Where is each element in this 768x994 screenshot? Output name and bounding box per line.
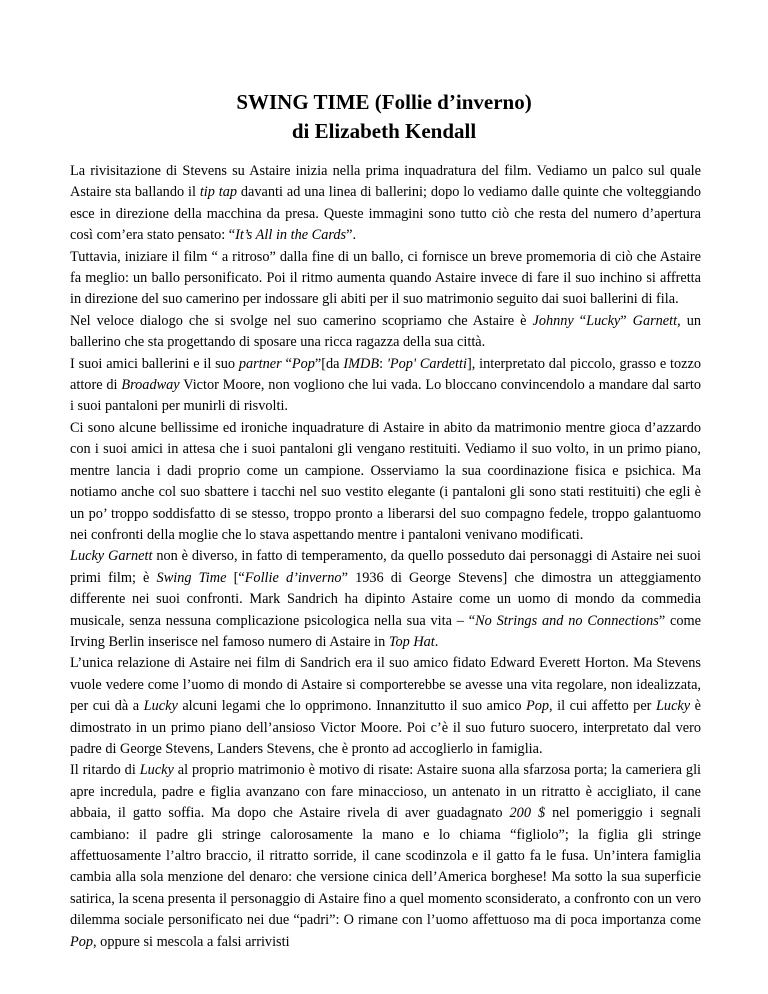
text-run: nel pomeriggio i segnali cambiano: il padre gli stringe calorosamente la mano e lo chiama “figliolo”; la figlia gli stringe affettuosamente l’altro braccio, il ritratto sorride, il cane scodinzola e il gatto fa le fusa. Un’intera famiglia cambia alla sola menzione del denaro: che versione cinica dell’America borghese! Ma sotto la sua superficie satirica, la scena presenta il personaggio di Astaire fino a quel momento sconsiderato, a confronto con un vero dilemma sociale personificato nei due “padri”: O rimane con l’uomo affettuoso ma di poca importanza come bbox=[70, 805, 701, 929]
text-run: ], interpretato dal piccolo, grasso e tozzo attore di bbox=[70, 355, 701, 394]
text-run: Nel veloce dialogo che si svolge nel suo camerino scopriamo che Astaire è bbox=[70, 312, 533, 329]
text-run: . bbox=[434, 633, 439, 650]
paragraph bbox=[70, 354, 701, 418]
italic-text-run: Broadway bbox=[121, 377, 180, 394]
paragraph bbox=[70, 546, 701, 653]
text-run: L’unica relazione di Astaire nei film di Sandrich era il suo amico fidato Edward Everett Horton. Ma Stevens vuole vedere come l’uomo di mondo di Astaire si comporterebbe se avesse una vita regolare, non idealizzata, per cui dà a bbox=[70, 655, 701, 715]
paragraph bbox=[70, 311, 701, 354]
text-run: , il cui affetto per bbox=[549, 698, 656, 715]
italic-text-run: It’s All in the Cards bbox=[235, 227, 347, 244]
italic-text-run: IMDB bbox=[343, 355, 380, 372]
italic-text-run: Lucky bbox=[143, 698, 178, 715]
text-run: Ci sono alcune bellissime ed ironiche inquadrature di Astaire in abito da matrimonio mentre gioca d’azzardo con i suoi amici in attesa che i suoi pantaloni gli vengano restituiti. Vediamo il suo volto, in un primo piano, mentre lancia i dadi proprio come un campione. Osserviamo la sua coordinazione fisica e psichica. Ma notiamo anche col suo sbattere i tacchi nel suo vestito elegante (i pantaloni gli sono stati restituiti) che egli è un po’ troppo soddisfatto di se stesso, troppo pronto a liberarsi del suo compagno fedele, troppo galantuomo nei confronti della moglie che lo stava aspettando mentre i pantaloni venivano modificati. bbox=[70, 419, 701, 543]
italic-text-run: 'Pop' Cardetti bbox=[386, 355, 467, 372]
text-run: [“ bbox=[226, 569, 245, 586]
italic-text-run: Top Hat bbox=[388, 633, 435, 650]
text-run: Victor Moore, non vogliono che lui vada. Lo bloccano convincendolo a mandare dal sarto i suoi pantaloni per munirli di risvolti. bbox=[70, 377, 701, 415]
text-run: alcuni legami che lo opprimono. Innanzitutto il suo amico bbox=[177, 698, 527, 715]
italic-text-run: Lucky bbox=[655, 698, 691, 715]
text-run: Il ritardo di bbox=[70, 762, 140, 779]
text-run: Tuttavia, iniziare il film “ a ritroso” dalla fine di un ballo, ci fornisce un breve promemoria di ciò che Astaire fa meglio: un ballo personificato. Poi il ritmo aumenta quando Astaire invece di fare il suo inchino si affretta in direzione del suo camerino per indossare gli abiti per il suo matrimonio seguito dai suoi ballerini di fila. bbox=[70, 248, 701, 308]
italic-text-run: Johnny bbox=[532, 312, 574, 329]
italic-text-run: 200 $ bbox=[509, 805, 546, 822]
document-title bbox=[0, 88, 768, 146]
text-run: , un ballerino che sta progettando di sposare una ricca ragazza della sua città. bbox=[70, 312, 701, 351]
paragraph bbox=[70, 760, 701, 953]
paragraph bbox=[70, 247, 701, 311]
text-run: è dimostrato in un primo piano dell’ansioso Victor Moore. Poi c’è il suo futuro suocero, interpretato dal vero padre di George Stevens, Landers Stevens, che è pronto ad accoglierlo in famiglia. bbox=[70, 698, 701, 757]
text-run: , oppure si mescola a falsi arrivisti bbox=[93, 933, 290, 950]
italic-text-run: Pop bbox=[526, 698, 550, 715]
text-run: “ bbox=[573, 312, 587, 329]
italic-text-run: Lucky bbox=[139, 762, 174, 779]
article-body bbox=[70, 161, 701, 953]
paragraph bbox=[70, 418, 701, 546]
italic-text-run: No Strings and no Connections bbox=[475, 612, 659, 629]
text-run: ” bbox=[620, 312, 633, 329]
italic-text-run: partner bbox=[238, 355, 282, 372]
text-run: La rivisitazione di Stevens su Astaire inizia nella prima inquadratura del film. Vediamo un palco sul quale Astaire sta ballando il bbox=[70, 163, 701, 201]
italic-text-run: Pop bbox=[291, 355, 315, 372]
text-run: ”[da bbox=[314, 355, 344, 372]
title-line-1: SWING TIME (Follie d’inverno) bbox=[236, 90, 532, 114]
italic-text-run: Follie d’inverno bbox=[244, 569, 342, 586]
text-run: I suoi amici ballerini e il suo bbox=[70, 355, 239, 372]
text-run: ” come Irving Berlin inserisce nel famoso numero di Astaire in bbox=[70, 612, 701, 650]
italic-text-run: Pop bbox=[70, 933, 94, 950]
italic-text-run: tip tap bbox=[199, 184, 238, 201]
text-run: “ bbox=[281, 355, 292, 372]
paragraph bbox=[70, 161, 701, 247]
italic-text-run: Swing Time bbox=[156, 569, 227, 586]
text-run: davanti ad una linea di ballerini; dopo lo vediamo dalle quinte che volteggiando esce in direzione della macchina da presa. Queste immagini sono tutto ciò che resta del numero d’apertura così com’era stato pensato: “ bbox=[70, 184, 701, 244]
italic-text-run: Garnett bbox=[632, 312, 678, 329]
text-run: al proprio matrimonio è motivo di risate: Astaire suona alla sfarzosa porta; la cameriera gli apre incredula, padre e figlia avanzano con fare minaccioso, un antenato in un ritratto è accigliato, il cane abbaia, il gatto soffia. Ma dopo che Astaire rivela di aver guadagnato bbox=[70, 762, 702, 822]
text-run: ”. bbox=[346, 227, 357, 244]
title-line-2-author: di Elizabeth Kendall bbox=[291, 119, 477, 143]
text-run: non è diverso, in fatto di temperamento, da quello posseduto dai personaggi di Astaire nei suoi primi film; è bbox=[70, 548, 702, 586]
italic-text-run: Lucky Garnett bbox=[70, 548, 153, 565]
italic-text-run: Lucky bbox=[586, 312, 621, 329]
text-run: ” 1936 di George Stevens] che dimostra un atteggiamento differente nei suoi confronti. Mark Sandrich ha dipinto Astaire come un uomo di mondo da commedia musicale, senza nessuna complicazione psicologica nella sua vita – “ bbox=[70, 569, 701, 629]
text-run: : bbox=[379, 355, 387, 372]
paragraph bbox=[70, 653, 701, 760]
